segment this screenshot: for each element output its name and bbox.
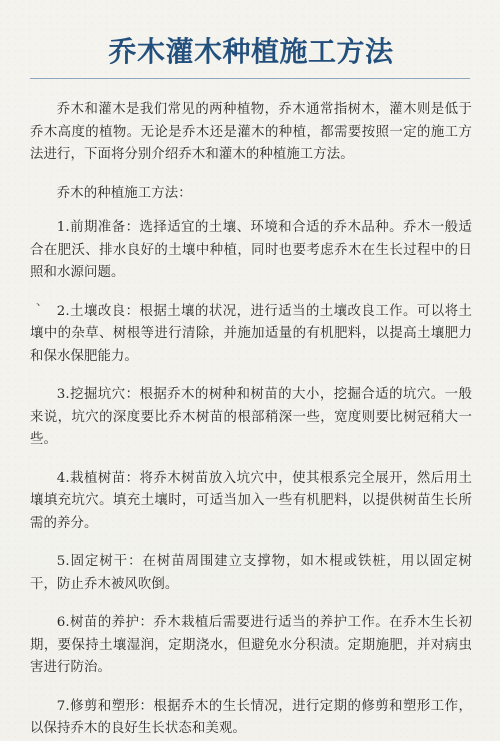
step-label: 树苗的养护： [69,615,154,630]
step-label: 土壤改良： [69,303,140,319]
step-text: 根据乔木的树种和树苗的大小，挖掘合适的坑穴。一般来说，坑穴的深度要比乔木树苗的根部稍深一些，宽度则要比树冠稍大一些。 [30,387,473,447]
step-text: 将乔木树苗放入坑穴中，使其根系完全展开，然后用土壤填充坑穴。填充土壤时，可适当加入一些有机肥料，以提供树苗生长所需的养分。 [30,470,473,531]
title-divider [30,78,470,79]
step-item [30,696,472,741]
step-item [30,612,472,680]
step-number: 3. [56,387,70,402]
step-number: 4. [56,470,70,486]
step-text: 根据乔木的生长情况，进行定期的修剪和塑形工作，以保持乔木的良好生长状态和美观。 [30,698,472,736]
step-number: 1. [56,220,70,235]
step-text: 选择适宜的土壤、环境和合适的乔木品种。乔木一般适合在肥沃、排水良好的土壤中种植，同时也要考虑乔木在生长过程中的日照和水源问题。 [30,220,473,280]
step-label: 前期准备： [69,220,140,235]
stray-mark: 、 [36,294,49,308]
step-label: 挖掘坑穴： [69,387,140,402]
step-label: 修剪和塑形： [69,698,154,714]
step-number: 5. [56,554,70,569]
step-item [30,217,472,285]
step-item [30,551,472,596]
step-text: 乔木栽植后需要进行适当的养护工作。在乔木生长初期，要保持土壤湿润，定期浇水，但避免水分积渍。定期施肥，并对病虫害进行防治。 [30,615,472,675]
step-number: 2. [56,303,70,319]
step-text: 根据土壤的状况，进行适当的土壤改良工作。可以将土壤中的杂草、树根等进行清除，并施加适量的有机肥料，以提高土壤肥力和保水保肥能力。 [30,303,473,364]
step-label: 固定树干： [69,554,143,569]
step-number: 6. [56,615,70,630]
step-item [30,468,472,536]
step-text: 在树苗周围建立支撑物，如木棍或铁桩，用以固定树干，防止乔木被风吹倒。 [30,554,472,592]
step-number: 7. [56,698,70,714]
page-title: 乔木灌木种植施工方法 [108,35,394,68]
step-item [30,301,472,369]
section-heading: 乔木的种植施工方法： [56,185,192,201]
step-label: 栽植树苗： [69,470,140,486]
intro-paragraph: 乔木和灌木是我们常见的两种植物，乔木通常指树木，灌木则是低于乔木高度的植物。无论是乔木还是灌木的种植，都需要按照一定的施工方法进行，下面将分别介绍乔木和灌木的种植施工方法。 [30,102,472,162]
step-item [30,384,472,452]
